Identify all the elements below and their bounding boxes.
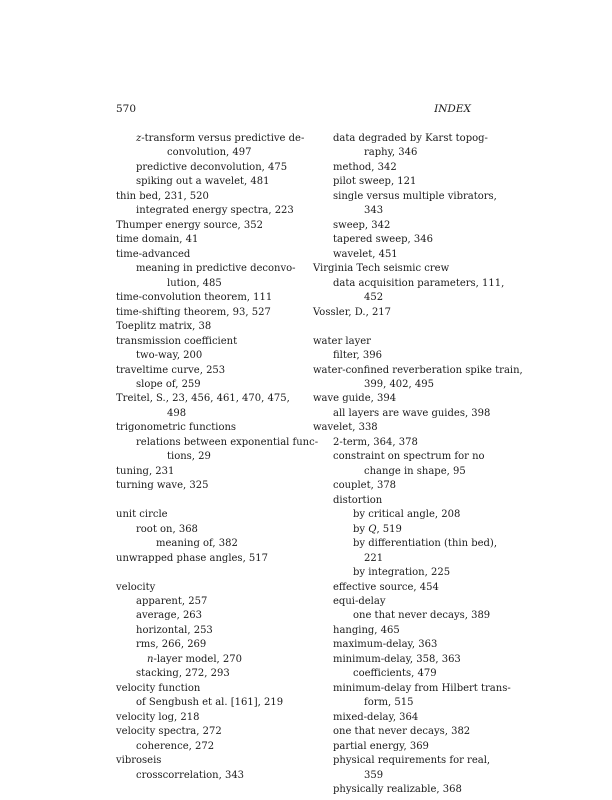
index-entry: 2-term, 364, 378 <box>333 436 418 448</box>
index-entry: effective source, 454 <box>333 581 439 593</box>
index-entry: two-way, 200 <box>136 350 203 362</box>
index-entry: data degraded by Karst topog- <box>333 133 488 144</box>
index-entry: all layers are wave guides, 398 <box>333 407 491 419</box>
index-entry: distortion <box>333 494 383 506</box>
index-entry: form, 515 <box>364 697 414 709</box>
index-entry: root on, 368 <box>136 523 198 535</box>
index-entry: integrated energy spectra, 223 <box>136 205 294 217</box>
index-entry: wavelet, 451 <box>333 248 398 260</box>
index-entry: wave guide, 394 <box>313 393 397 405</box>
index-entry: turning wave, 325 <box>116 480 209 492</box>
index-entry: horizontal, 253 <box>136 624 213 636</box>
index-entry: of Sengbush et al. [161], 219 <box>136 697 284 709</box>
index-entry: 498 <box>167 407 187 419</box>
index-group-gap <box>313 320 528 334</box>
index-entry: change in shape, 95 <box>364 465 466 477</box>
index-entry: traveltime curve, 253 <box>116 364 226 376</box>
index-entry: tapered sweep, 346 <box>333 234 433 246</box>
index-entry: lution, 485 <box>167 277 222 289</box>
index-entry: maximum-delay, 363 <box>333 639 438 651</box>
index-entry: n-layer model, 270 <box>147 653 242 665</box>
index-entry: filter, 396 <box>333 350 382 362</box>
index-entry: raphy, 346 <box>364 147 418 159</box>
index-entry: thin bed, 231, 520 <box>116 190 209 202</box>
index-entry: 452 <box>364 292 384 304</box>
index-entry: meaning of, 382 <box>156 538 238 550</box>
index-entry: stacking, 272, 293 <box>136 668 230 680</box>
index-group-gap <box>116 494 331 508</box>
index-entry: predictive deconvolution, 475 <box>136 161 288 173</box>
index-entry: 221 <box>364 552 384 564</box>
index-entry: wavelet, 338 <box>313 422 378 434</box>
index-entry: mixed-delay, 364 <box>333 711 419 723</box>
index-entry: tions, 29 <box>167 451 211 463</box>
index-entry: Virginia Tech seismic crew <box>313 263 450 275</box>
index-entry: coefficients, 479 <box>353 668 437 680</box>
index-entry: velocity log, 218 <box>116 711 200 723</box>
index-entry: method, 342 <box>333 161 397 173</box>
index-entry: time-advanced <box>116 248 191 260</box>
index-column-left <box>116 132 331 783</box>
index-entry: transmission coefficient <box>116 335 238 347</box>
index-entry: time domain, 41 <box>116 234 199 246</box>
index-entry: trigonometric functions <box>116 422 237 434</box>
index-entry: by Q, 519 <box>353 523 402 535</box>
index-entry: constraint on spectrum for no <box>333 451 485 463</box>
index-entry: average, 263 <box>136 610 203 622</box>
index-entry: pilot sweep, 121 <box>333 176 417 188</box>
index-entry: couplet, 378 <box>333 480 397 492</box>
index-entry: z-transform versus predictive de- <box>136 133 305 144</box>
index-entry: crosscorrelation, 343 <box>136 769 245 781</box>
index-entry: minimum-delay, 358, 363 <box>333 653 461 665</box>
index-entry: 399, 402, 495 <box>364 378 434 390</box>
index-column-right <box>313 132 528 798</box>
index-entry: 359 <box>364 769 384 781</box>
index-entry: time-convolution theorem, 111 <box>116 292 273 304</box>
index-entry: velocity function <box>116 682 201 694</box>
page-header-title: INDEX <box>434 103 471 115</box>
index-entry: relations between exponential func- <box>136 436 319 448</box>
index-entry: Toeplitz matrix, 38 <box>116 321 212 333</box>
index-entry: hanging, 465 <box>333 624 400 636</box>
index-entry: water-confined reverberation spike train, <box>313 364 523 376</box>
index-entry: physically realizable, 368 <box>333 784 462 796</box>
index-entry: by differentiation (thin bed), <box>353 538 498 550</box>
index-entry: unwrapped phase angles, 517 <box>116 552 269 564</box>
index-entry: 343 <box>364 205 384 217</box>
index-entry: data acquisition parameters, 111, <box>333 277 505 289</box>
index-entry: tuning, 231 <box>116 465 175 477</box>
index-entry: spiking out a wavelet, 481 <box>136 176 270 188</box>
index-entry: by critical angle, 208 <box>353 509 461 521</box>
index-entry: time-shifting theorem, 93, 527 <box>116 306 271 318</box>
index-entry: water layer <box>313 335 371 347</box>
index-entry: Treitel, S., 23, 456, 461, 470, 475, <box>116 393 290 405</box>
index-entry: one that never decays, 389 <box>353 610 491 622</box>
index-group-gap <box>116 566 331 580</box>
index-entry: equi-delay <box>333 596 386 607</box>
index-entry: by integration, 225 <box>353 567 451 579</box>
index-entry: slope of, 259 <box>136 378 201 390</box>
index-entry: velocity <box>116 581 156 593</box>
index-entry: single versus multiple vibrators, <box>333 190 497 202</box>
index-entry: Thumper energy source, 352 <box>116 219 263 231</box>
index-entry: velocity spectra, 272 <box>116 726 222 738</box>
index-entry: coherence, 272 <box>136 740 215 752</box>
page-number: 570 <box>116 103 137 115</box>
index-entry: physical requirements for real, <box>333 755 491 767</box>
index-entry: convolution, 497 <box>167 147 252 159</box>
index-entry: meaning in predictive deconvo- <box>136 263 296 275</box>
index-entry: Vossler, D., 217 <box>313 306 392 318</box>
index-entry: vibroseis <box>116 755 162 767</box>
index-entry: minimum-delay from Hilbert trans- <box>333 682 511 694</box>
index-entry: sweep, 342 <box>333 219 391 231</box>
index-entry: unit circle <box>116 509 168 521</box>
index-entry: apparent, 257 <box>136 596 208 607</box>
index-entry: one that never decays, 382 <box>333 726 471 738</box>
index-entry: partial energy, 369 <box>333 740 429 752</box>
index-entry: rms, 266, 269 <box>136 639 207 651</box>
